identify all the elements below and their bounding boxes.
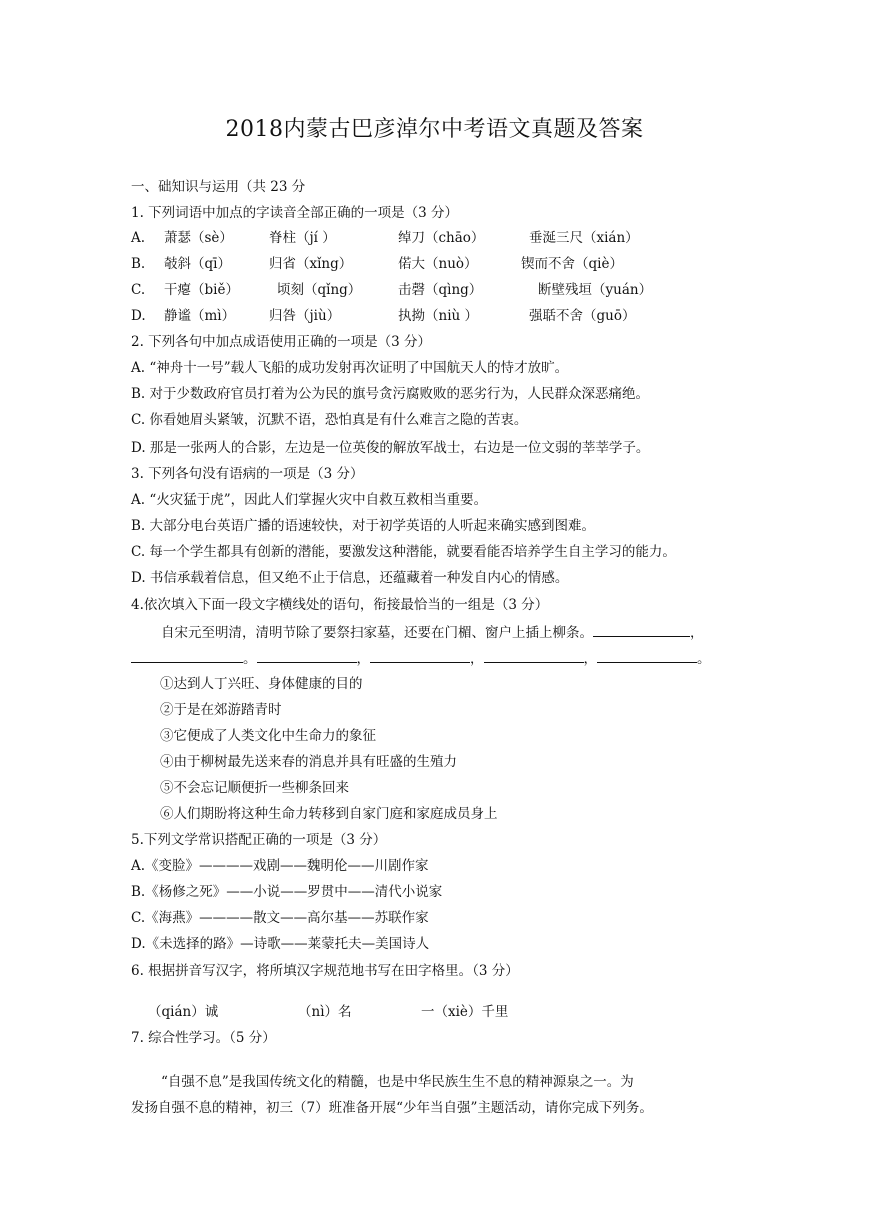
q4-option-2: ②于是在郊游踏青时	[160, 702, 282, 718]
question-2-stem: 2. 下列各句中加点成语使用正确的一项是（3 分）	[131, 334, 432, 350]
q3-option-d: D. 书信承载着信息，但又绝不止于信息，还蕴藏着一种发自内心的情感。	[131, 570, 569, 586]
q4-passage: 自宋元至明清，清明节除了要祭扫家墓，还要在门楣、窗户上插上柳条。 ，	[161, 622, 704, 643]
q5-option-c: C.《海燕》————散文——高尔基——苏联作家	[131, 910, 429, 926]
q7-paragraph-line-1: “自强不息”是我国传统文化的精髓，也是中华民族生生不息的精神源泉之一。为	[161, 1074, 634, 1090]
q4-option-1: ①达到人丁兴旺、身体健康的目的	[160, 676, 363, 692]
q2-option-d: D. 那是一张两人的合影，左边是一位英俊的解放军战士，右边是一位文弱的莘莘学子。	[131, 440, 650, 456]
question-7-stem: 7. 综合性学习。（5 分）	[131, 1030, 276, 1046]
q4-option-6: ⑥人们期盼将这种生命力转移到自家门庭和家庭成员身上	[160, 806, 498, 822]
q6-word-2: （nì）名	[298, 1004, 352, 1020]
fill-blank-4[interactable]	[370, 648, 470, 663]
question-5-stem: 5.下列文学常识搭配正确的一项是（3 分）	[131, 832, 387, 848]
q3-option-c: C. 每一个学生都具有创新的潜能，要激发这种潜能，就要看能否培养学生自主学习的能力。	[131, 544, 676, 560]
fill-blank-2[interactable]	[131, 648, 243, 663]
q2-option-c: C. 你看她眉头紧皱，沉默不语，恐怕真是有什么难言之隐的苦衷。	[131, 412, 528, 428]
question-3-stem: 3. 下列各句没有语病的一项是（3 分）	[131, 466, 364, 482]
q3-option-b: B. 大部分电台英语广播的语速较快，对于初学英语的人听起来确实感到图难。	[131, 518, 596, 534]
page-title: 2018内蒙古巴彦淖尔中考语文真题及答案	[225, 117, 644, 142]
q6-word-1: （qián）诚	[148, 1004, 219, 1020]
q3-option-a: A. “火灾猛于虎”，因此人们掌握火灾中自救互救相当重要。	[131, 492, 488, 508]
q6-word-3: 一（xiè）千里	[421, 1004, 509, 1020]
fill-blank-1[interactable]	[593, 622, 690, 637]
question-6-stem: 6. 根据拼音写汉字，将所填汉字规范地书写在田字格里。（3 分）	[131, 963, 519, 979]
q4-blanks-line: 。 ， ， ， 。	[131, 648, 711, 669]
q5-option-b: B.《杨修之死》——小说——罗贯中——清代小说家	[131, 884, 443, 900]
q5-option-a: A.《变脸》————戏剧——魏明伦——川剧作家	[131, 858, 429, 874]
q5-option-d: D.《未选择的路》—诗歌——莱蒙托夫—美国诗人	[131, 936, 430, 952]
q2-option-a: A. “神舟十一号”载人飞船的成功发射再次证明了中国航天人的恃才放旷。	[131, 360, 569, 376]
q4-option-5: ⑤不会忘记顺便折一些柳条回来	[160, 780, 349, 796]
q7-paragraph-line-2: 发扬自强不息的精神，初三（7）班准备开展“少年当自强”主题活动，请你完成下列务。	[131, 1100, 653, 1116]
q4-option-3: ③它便成了人类文化中生命力的象征	[160, 728, 376, 744]
question-1-stem: 1. 下列词语中加点的字读音全部正确的一项是（3 分）	[131, 205, 459, 221]
fill-blank-3[interactable]	[257, 648, 357, 663]
fill-blank-6[interactable]	[597, 648, 697, 663]
q2-option-b: B. 对于少数政府官员打着为公为民的旗号贪污腐败败的恶劣行为，人民群众深恶痛绝。	[131, 386, 650, 402]
q4-option-4: ④由于柳树最先送来春的消息并具有旺盛的生殖力	[160, 754, 457, 770]
question-4-stem: 4.依次填入下面一段文字横线处的语句，衔接最恰当的一组是（3 分）	[131, 597, 549, 613]
fill-blank-5[interactable]	[484, 648, 584, 663]
section-heading: 一、础知识与运用（共 23 分	[131, 179, 306, 195]
